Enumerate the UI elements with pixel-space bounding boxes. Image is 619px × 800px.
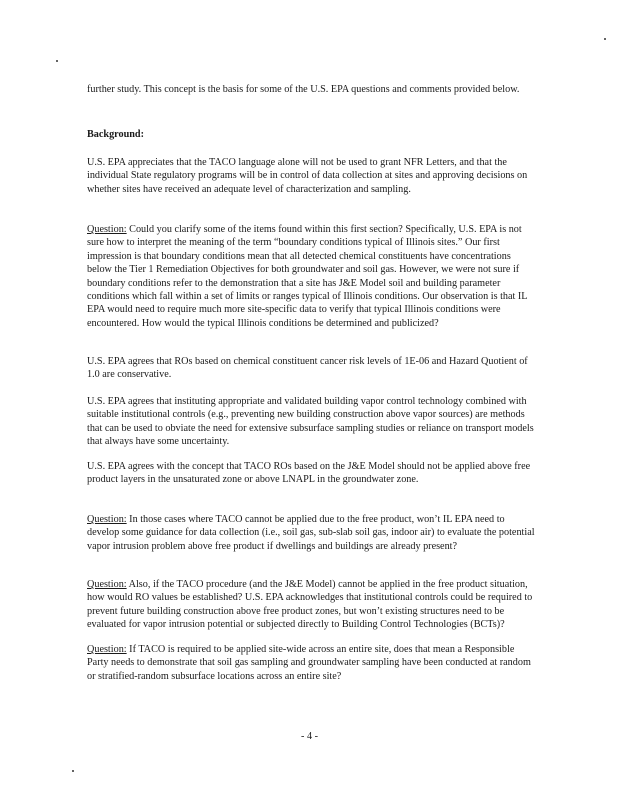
question-text: If TACO is required to be applied site-wide across an entire site, does that mean a Responsible Party needs to demonstrate that soil gas sampling and groundwater sampling have been conducted at random or stratified-random subsurface locations across an entire site? — [87, 644, 531, 682]
question-label: Question: — [87, 514, 127, 525]
question-text: In those cases where TACO cannot be applied due to the free product, won’t IL EPA need to develop some guidance for data collection (i.e., soil gas, sub-slab soil gas, indoor air) to evaluate the potential vapor intrusion problem above free product if dwellings and buildings are already present? — [87, 514, 535, 552]
question-data-collection-guidance — [87, 513, 535, 553]
paragraph-vapor-control: U.S. EPA agrees that instituting appropriate and validated building vapor control technology combined with suitable institutional controls (e.g., preventing new building construction above vapor sources) are methods that can be used to obviate the need for extensive subsurface sampling studies or reliance on transport models that always have some uncertainty. — [87, 396, 534, 448]
question-label: Question: — [87, 579, 127, 590]
question-text: Also, if the TACO procedure (and the J&E Model) cannot be applied in the free product situation, how would RO values be established? U.S. EPA acknowledges that institutional controls could be required to prevent future building construction above free product zones, but won’t existing structures need to be evaluated for vapor intrusion potential or subjected directly to Building Control Technologies (BCTs)? — [87, 579, 533, 631]
scan-speck — [56, 60, 58, 62]
paragraph-free-product: U.S. EPA agrees with the concept that TACO ROs based on the J&E Model should not be applied above free product layers in the unsaturated zone or above LNAPL in the groundwater zone. — [87, 461, 531, 486]
question-label: Question: — [87, 224, 127, 235]
scan-speck — [72, 770, 74, 772]
question-text: Could you clarify some of the items found within this first section? Specifically, U.S. EPA is not sure how to interpret the meaning of the term “boundary conditions typical of Illinois sites.” Our first impression is that boundary conditions mean that all detected chemical constituents have concentrations below the Tier 1 Remediation Objectives for both groundwater and soil gas. However, we were not sure if boundary conditions refer to the demonstration that a site has J&E Model soil and building parameter conditions which fall within a set of limits or ranges typical of Illinois conditions. Our observation is that IL EPA would need to require much more site-specific data to verify that typical Illinois conditions were encountered. How would the typical Illinois conditions be determined and publicized? — [87, 224, 528, 329]
question-label: Question: — [87, 644, 127, 655]
page-number: - 4 - — [301, 731, 318, 742]
question-site-wide-sampling — [87, 643, 535, 683]
paragraph-data-collection: U.S. EPA appreciates that the TACO language alone will not be used to grant NFR Letters, and that the individual State regulatory programs will be in control of data collection at sites and approving decisions on whether sites have received an adequate level of characterization and sampling. — [87, 157, 528, 195]
question-boundary-conditions — [87, 223, 535, 330]
intro-paragraph: further study. This concept is the basis for some of the U.S. EPA questions and comments provided below. — [87, 84, 520, 95]
section-heading: Background: — [87, 129, 144, 140]
scan-speck — [604, 38, 606, 40]
paragraph-risk-levels: U.S. EPA agrees that ROs based on chemical constituent cancer risk levels of 1E-06 and Hazard Quotient of 1.0 are conservative. — [87, 356, 528, 381]
question-ro-values — [87, 578, 535, 632]
